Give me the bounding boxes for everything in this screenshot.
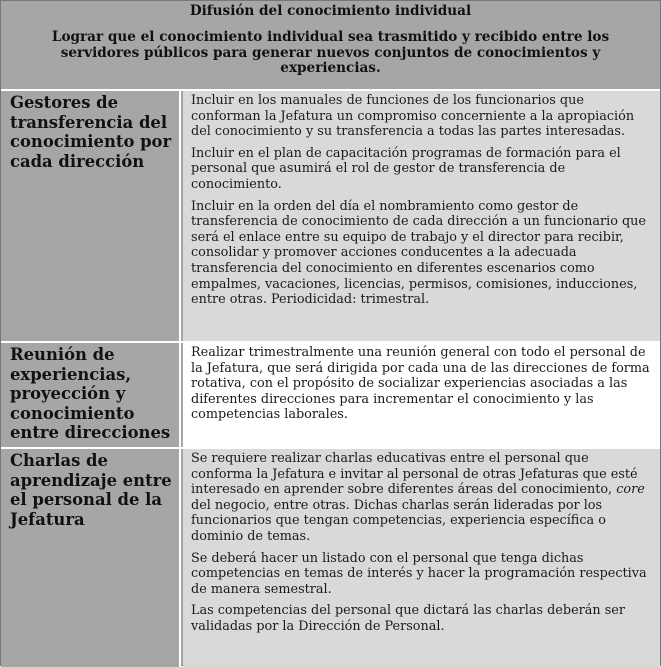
paragraph-text: Se requiere realizar charlas educativas entre el personal que conforma la Jefatura e invitar al personal de otras Jefaturas que esté interesado en aprender sobre diferentes áreas del conocimiento, <box>191 451 638 498</box>
row-content <box>183 91 660 341</box>
table-header <box>1 1 660 89</box>
row-paragraph <box>191 451 654 545</box>
row-label: Gestores de transferencia del conocimiento por cada dirección <box>1 91 181 341</box>
row-content <box>183 449 660 667</box>
row-paragraph: Incluir en el plan de capacitación programas de formación para el personal que asumirá el rol de gestor de transferencia de conocimiento. <box>191 145 621 192</box>
row-paragraph: Incluir en los manuales de funciones de los funcionarios que conforman la Jefatura un compromiso concerniente a la apropiación del conocimiento y su transferencia a todas las partes interesadas. <box>191 93 635 140</box>
header-title: Difusión del conocimiento individual <box>189 3 472 19</box>
row-paragraph: Las competencias del personal que dictará las charlas deberán ser validadas por la Dirección de Personal. <box>191 603 625 634</box>
header-objective: Lograr que el conocimiento individual sea trasmitido y recibido entre los servidores públicos para generar nuevos conjuntos de conocimientos y experiencias. <box>51 29 610 76</box>
row-content <box>183 343 660 447</box>
row-paragraph: Realizar trimestralmente una reunión general con todo el personal de la Jefatura, que será dirigida por cada una de las direcciones de forma rotativa, con el propósito de socializar experiencias asociadas a las diferentes direcciones para incrementar el conocimiento y las competencias laborales. <box>191 345 650 423</box>
italic-term: core <box>616 482 645 498</box>
row-label: Charlas de aprendizaje entre el personal de la Jefatura <box>1 449 181 667</box>
paragraph-text: del negocio, entre otras. Dichas charlas serán lideradas por los funcionarios que tengan competencias, experiencia específica o dominio de temas. <box>191 497 606 544</box>
row-paragraph: Incluir en la orden del día el nombramiento como gestor de transferencia de conocimiento de cada dirección a un funcionario que será el enlace entre su equipo de trabajo y el director para recibir, consolidar y promover acciones conducentes a la adecuada transferencia del conocimiento en diferentes escenarios como empalmes, vacaciones, licencias, permisos, comisiones, inducciones, entre otras. Periodicidad: trimestral. <box>191 198 646 308</box>
row-label: Reunión de experiencias, proyección y conocimiento entre direcciones <box>1 343 181 447</box>
table-row-gestores <box>1 89 660 341</box>
row-paragraph: Se deberá hacer un listado con el personal que tenga dichas competencias en temas de interés y hacer la programación respectiva de manera semestral. <box>191 550 647 597</box>
table-row-charlas <box>1 447 660 667</box>
table-row-reunion <box>1 341 660 447</box>
